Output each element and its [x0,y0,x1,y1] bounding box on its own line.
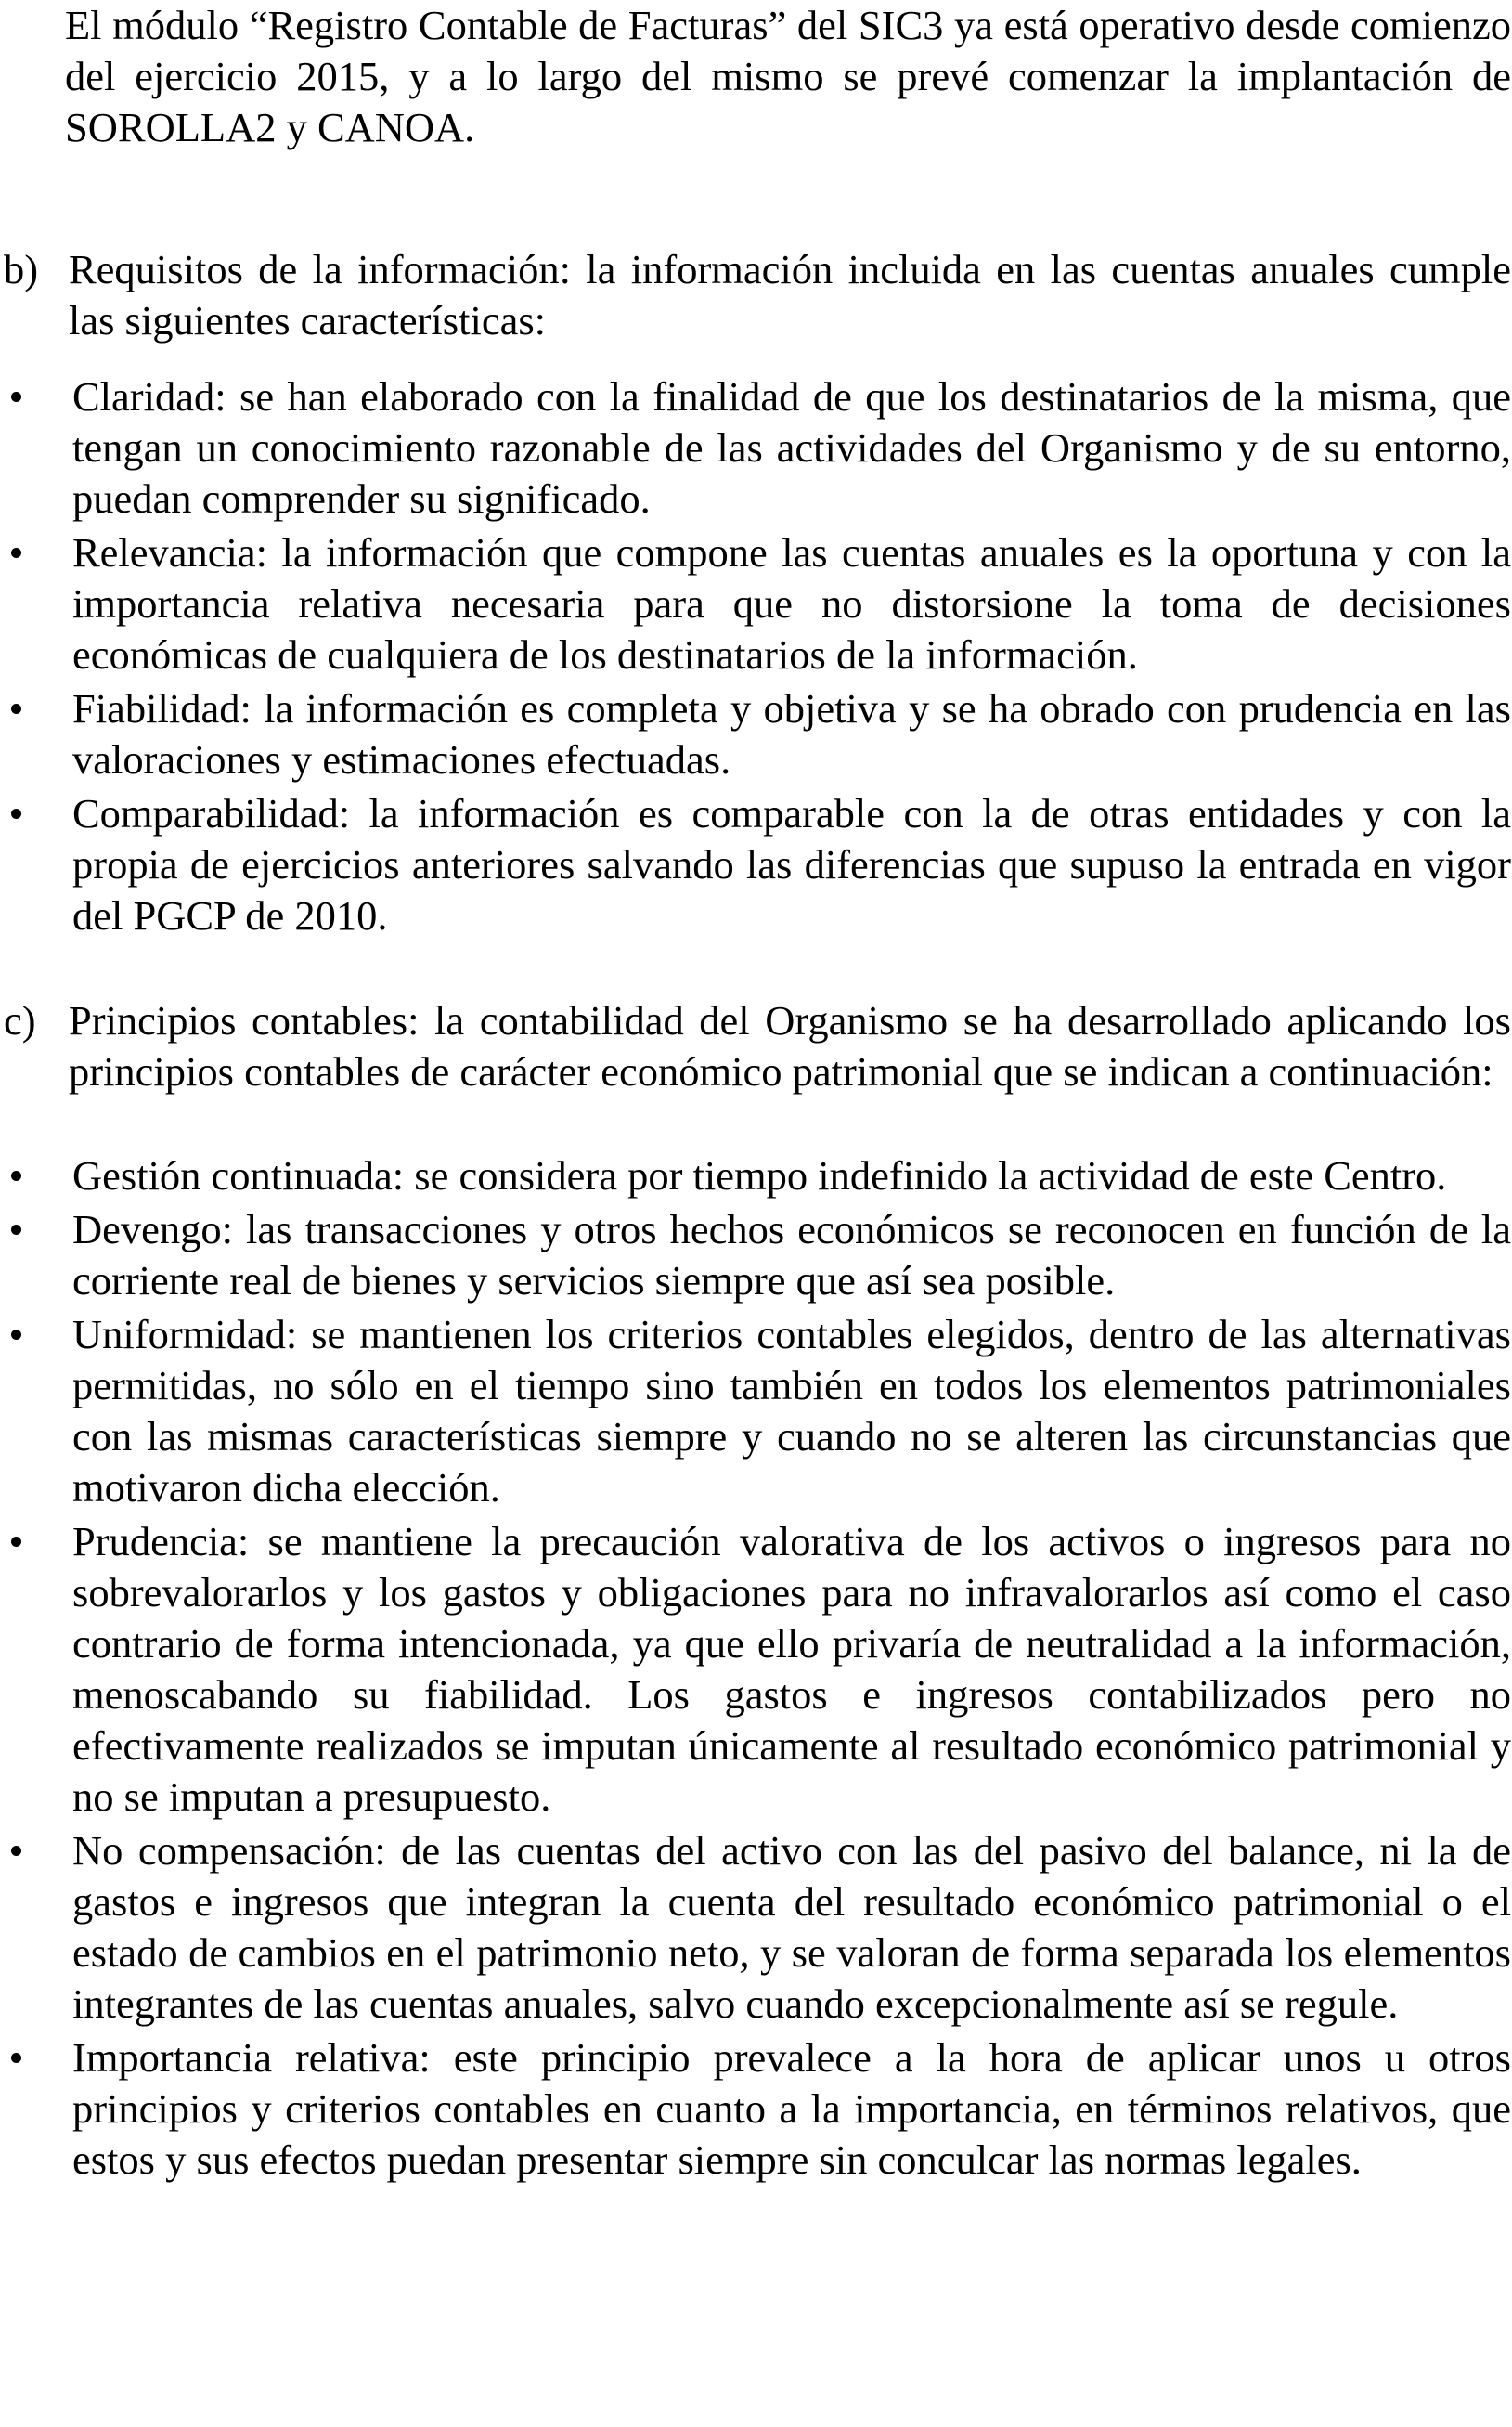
bullet-icon [11,1846,21,1856]
section-b [4,244,1511,941]
intro-paragraph: El módulo “Registro Contable de Facturas” del SIC3 ya está operativo desde comienzo del ejercicio 2015, y a lo largo del mismo se prevé comenzar la implantación de SOROLLA2 y CANOA. [65,2,1511,150]
list-item [69,1825,1511,2030]
list-item-text: Importancia relativa: este principio prevalece a la hora de aplicar unos u otros principios y criterios contables en cuanto a la importancia, en términos relativos, que estos y sus efectos puedan presentar siempre sin conculcar las normas legales. [72,2034,1511,2183]
list-item [69,788,1511,941]
list-item [69,1309,1511,1513]
section-c-heading [4,995,1511,1097]
section-c-text: Principios contables: la contabilidad del Organismo se ha desarrollado aplicando los principios contables de carácter económico patrimonial que se indican a continuación: [69,997,1511,1095]
section-b-heading [4,244,1511,346]
list-item [69,683,1511,785]
section-b-list [69,371,1511,941]
section-c-list [69,1150,1511,2186]
document-page [4,0,1511,2188]
list-item-text: Claridad: se han elaborado con la finalidad de que los destinatarios de la misma, que tengan un conocimiento razonable de las actividades del Organismo y de su entorno, puedan comprender su significado. [72,373,1511,522]
bullet-icon [11,2053,21,2063]
section-c [4,995,1511,2186]
bullet-icon [11,1225,21,1235]
bullet-icon [11,704,21,714]
list-item-text: Comparabilidad: la información es comparable con la de otras entidades y con la propia de ejercicios anteriores salvando las diferencias que supuso la entrada en vigor del PGCP de 2010. [72,790,1511,939]
list-item-text: Relevancia: la información que compone las cuentas anuales es la oportuna y con la importancia relativa necesaria para que no distorsione la toma de decisiones económicas de cualquiera de los destinatarios de la información. [72,529,1511,678]
bullet-icon [11,548,21,558]
section-b-letter: b) [4,246,39,292]
bullet-icon [11,392,21,402]
list-item [69,1204,1511,1306]
bullet-icon [11,1330,21,1340]
list-item [69,2032,1511,2186]
list-item-text: Prudencia: se mantiene la precaución valorativa de los activos o ingresos para no sobrevalorarlos y los gastos y obligaciones para no infravalorarlos así como el caso contrario de forma intencionada, ya que ello privaría de neutralidad a la información, menoscabando su fiabilidad. Los gastos e ingresos contabilizados pero no efectivamente realizados se imputan únicamente al resultado económico patrimonial y no se imputan a presupuesto. [72,1518,1511,1820]
section-c-letter: c) [4,997,36,1044]
list-item [69,1516,1511,1823]
section-b-text: Requisitos de la información: la información incluida en las cuentas anuales cumple las siguientes características: [69,246,1511,344]
list-item [69,527,1511,681]
list-item-text: No compensación: de las cuentas del activo con las del pasivo del balance, ni la de gastos e ingresos que integran la cuenta del resultado económico patrimonial o el estado de cambios en el patrimonio neto, y se valoran de forma separada los elementos integrantes de las cuentas anuales, salvo cuando excepcionalmente así se regule. [72,1827,1511,2027]
list-item-text: Fiabilidad: la información es completa y objetiva y se ha obrado con prudencia en las valoraciones y estimaciones efectuadas. [72,685,1511,783]
bullet-icon [11,809,21,819]
list-item [69,1150,1511,1201]
list-item-text: Gestión continuada: se considera por tiempo indefinido la actividad de este Centro. [72,1152,1447,1199]
list-item-text: Devengo: las transacciones y otros hechos económicos se reconocen en función de la corriente real de bienes y servicios siempre que así sea posible. [72,1206,1511,1304]
list-item-text: Uniformidad: se mantienen los criterios contables elegidos, dentro de las alternativas permitidas, no sólo en el tiempo sino también en todos los elementos patrimoniales con las mismas características siempre y cuando no se alteren las circunstancias que motivaron dicha elección. [72,1311,1511,1511]
bullet-icon [11,1537,21,1547]
bullet-icon [11,1171,21,1181]
list-item [69,371,1511,525]
